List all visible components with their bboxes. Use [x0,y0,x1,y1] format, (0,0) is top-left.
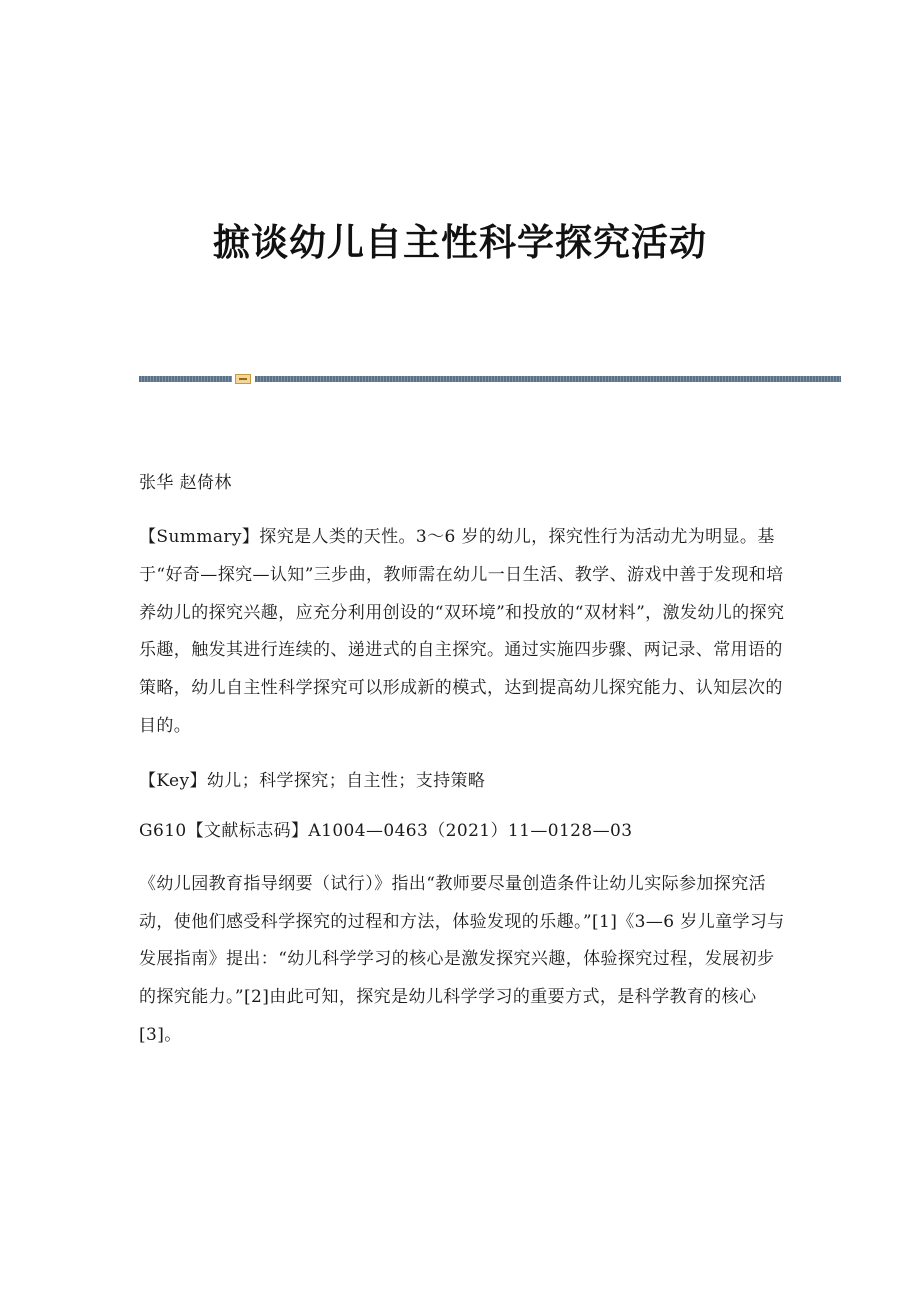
divider-ornament-icon [235,374,251,384]
title-divider [139,374,841,384]
document-body [139,468,789,1075]
divider-right-bar [255,376,841,382]
page-title: 摭谈幼儿自主性科学探究活动 [213,221,707,264]
summary-paragraph: 【Summary】探究是人类的天性。3～6 岁的幼儿，探究性行为活动尤为明显。基于“好奇—探究—认知”三步曲，教师需在幼儿一日生活、教学、游戏中善于发现和培养幼儿的探究兴趣，应充分利用创设的“双环境”和投放的“双材料”，激发幼儿的探究乐趣，触发其进行连续的、递进式的自主探究。通过实施四步骤、两记录、常用语的策略，幼儿自主性科学探究可以形成新的模式，达到提高幼儿探究能力、认知层次的目的。 [139,527,785,736]
body-paragraph: 《幼儿园教育指导纲要（试行）》指出“教师要尽量创造条件让幼儿实际参加探究活动，使他们感受科学探究的过程和方法，体验发现的乐趣。”[1]《3—6 岁儿童学习与发展指南》提出：“幼儿科学学习的核心是激发探究兴趣，体验探究过程，发展初步的探究能力。”[2]由此可知，探究是幼儿科学学习的重要方式，是科学教育的核心[3]。 [139,873,785,1045]
classification-line: G610【文献标志码】A1004—0463（2021）11—0128—03 [139,820,633,841]
divider-left-bar [139,376,232,382]
keywords-line: 【Key】幼儿；科学探究；自主性；支持策略 [139,770,486,791]
authors: 张华 赵倚林 [139,473,232,493]
